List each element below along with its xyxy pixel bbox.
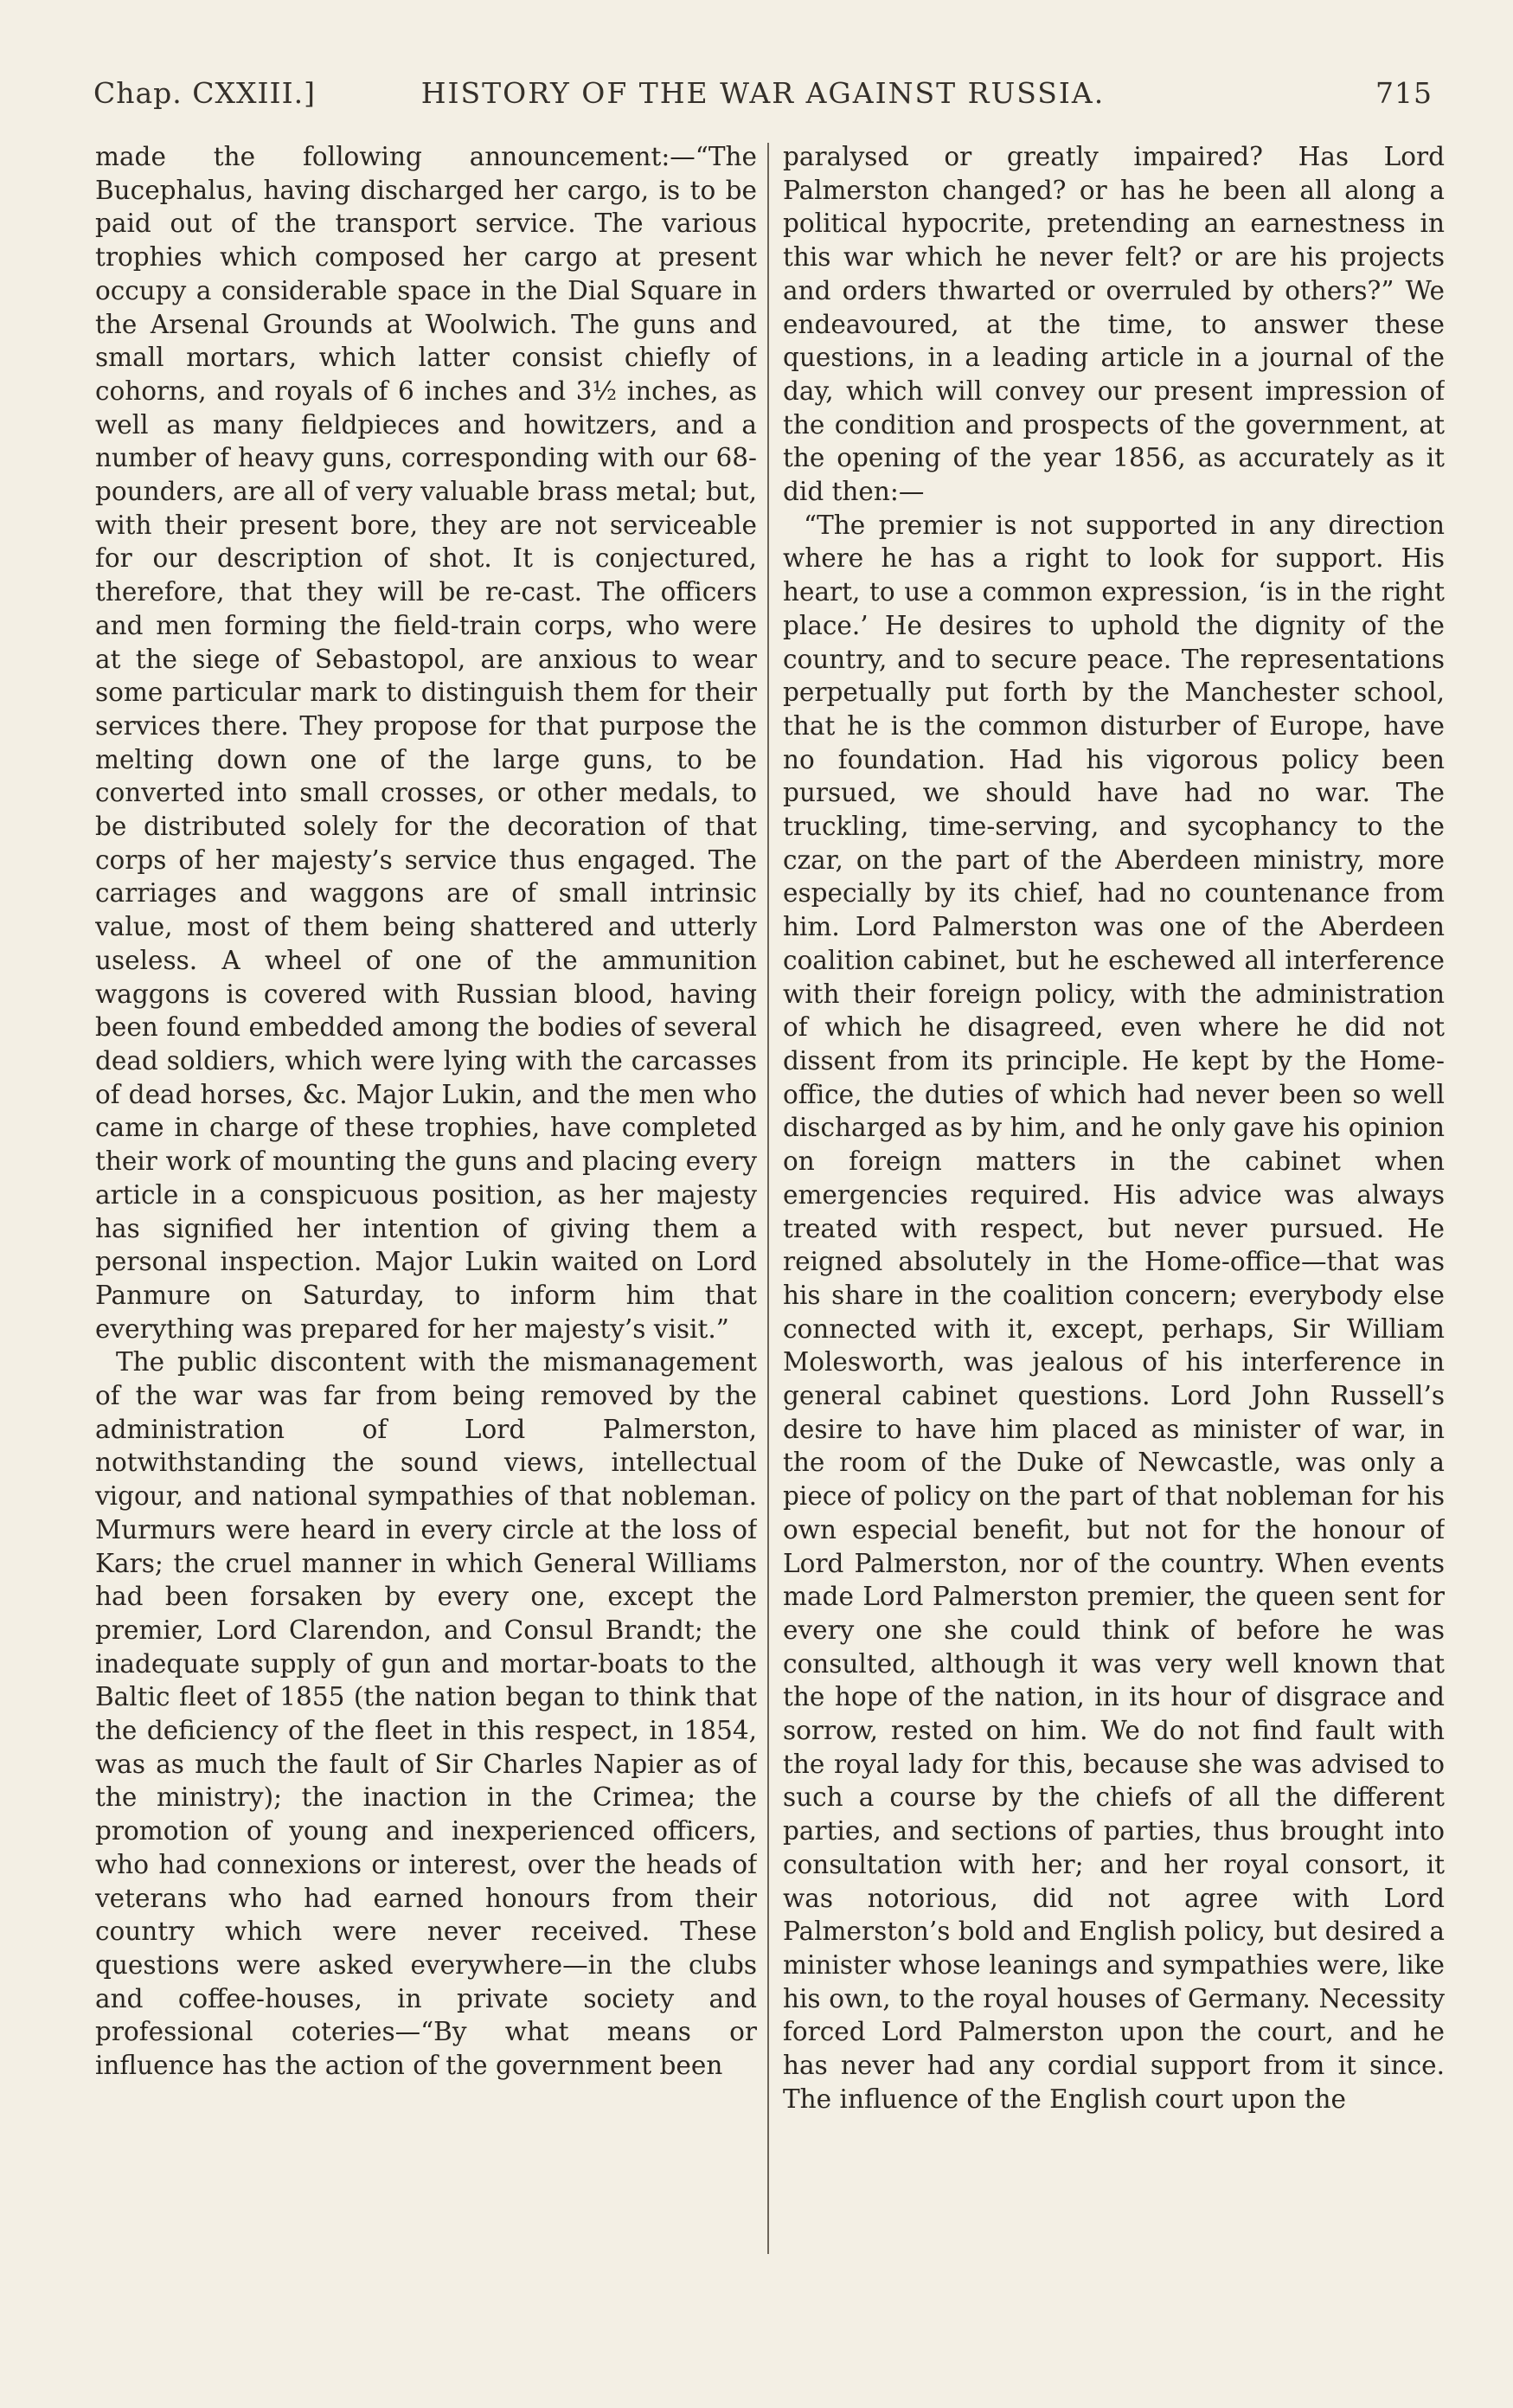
page-number: 715 — [1375, 76, 1433, 110]
left-column — [95, 140, 757, 2269]
left-paragraph-2: The public discontent with the mismanagement of the war was far from being removed by the administration of Lord Palmerston, notwithstanding the sound views, intellectual vigour, and national sympathies of that nobleman. Murmurs were heard in every circle at the loss of Kars; the cruel manner in which General Williams had been forsaken by every one, except the premier, Lord Clarendon, and Consul Brandt; the inadequate supply of gun and mortar-boats to the Baltic fleet of 1855 (the nation began to think that the deficiency of the fleet in this respect, in 1854, was as much the fault of Sir Charles Napier as of the ministry); the inaction in the Crimea; the promotion of young and inexperienced officers, who had connexions or interest, over the heads of veterans who had earned honours from their country which were never received. These questions were asked everywhere—in the clubs and coffee-houses, in private society and professional coteries—“By what means or influence has the action of the government been — [95, 1347, 757, 2081]
chapter-label: Chap. CXXIII.] — [93, 76, 316, 110]
running-title: HISTORY OF THE WAR AGAINST RUSSIA. — [420, 76, 1106, 110]
right-paragraph-2: “The premier is not supported in any direction where he has a right to look for support. His heart, to use a common expression, ‘is in the right place.’ He desires to uphold the dignity of the country, and to secure peace. The representations perpetually put forth by the Manchester school, that he is the common disturber of Europe, have no foundation. Had his vigorous policy been pursued, we should have had no war. The truckling, time-serving, and sycophancy to the czar, on the part of the Aberdeen ministry, more especially by its chief, had no countenance from him. Lord Palmerston was one of the Aberdeen coalition cabinet, but he eschewed all interference with their foreign policy, with the administration of which he disagreed, even where he did not dissent from its principle. He kept by the Home-office, the duties of which had never been so well discharged as by him, and he only gave his opinion on foreign matters in the cabinet when emergencies required. His advice was always treated with respect, but never pursued. He reigned absolutely in the Home-office—that was his share in the coalition concern; everybody else connected with it, except, perhaps, Sir William Molesworth, was jealous of his interference in general cabinet questions. Lord John Russell’s desire to have him placed as minister of war, in the room of the Duke of Newcastle, was only a piece of policy on the part of that nobleman for his own especial benefit, but not for the honour of Lord Palmerston, nor of the country. When events made Lord Palmerston premier, the queen sent for every one she could think of before he was consulted, although it was very well known that the hope of the nation, in its hour of disgrace and sorrow, rested on him. We do not find fault with the royal lady for this, because she was advised to such a course by the chiefs of all the different parties, and sections of parties, thus brought into consultation with her; and her royal consort, it was notorious, did not agree with Lord Palmerston’s bold and English policy, but desired a minister whose leanings and sympathies were, like his own, to the royal houses of Germany. Necessity forced Lord Palmerston upon the court, and he has never had any cordial support from it since. The influence of the English court upon the — [783, 510, 1445, 2114]
right-column — [783, 140, 1445, 2269]
running-header — [93, 76, 1433, 119]
column-divider — [767, 143, 769, 2254]
right-paragraph-1: paralysed or greatly impaired? Has Lord Palmerston changed? or has he been all along a political hypocrite, pretending an earnestness in this war which he never felt? or are his projects and orders thwarted or overruled by others?” We endeavoured, at the time, to answer these questions, in a leading article in a journal of the day, which will convey our present impression of the condition and prospects of the government, at the opening of the year 1856, as accurately as it did then:— — [783, 142, 1445, 507]
left-paragraph-1: made the following announcement:—“The Bucephalus, having discharged her cargo, is to be paid out of the transport service. The various trophies which composed her cargo at present occupy a considerable space in the Dial Square in the Arsenal Grounds at Woolwich. The guns and small mortars, which latter consist chiefly of cohorns, and royals of 6 inches and 3½ inches, as well as many fieldpieces and howitzers, and a number of heavy guns, corresponding with our 68-pounders, are all of very valuable brass metal; but, with their present bore, they are not serviceable for our description of shot. It is conjectured, therefore, that they will be re-cast. The officers and men forming the field-train corps, who were at the siege of Sebastopol, are anxious to wear some particular mark to distinguish them for their services there. They propose for that purpose the melting down one of the large guns, to be converted into small crosses, or other medals, to be distributed solely for the decoration of that corps of her majesty’s service thus engaged. The carriages and waggons are of small intrinsic value, most of them being shattered and utterly useless. A wheel of one of the ammunition waggons is covered with Russian blood, having been found embedded among the bodies of several dead soldiers, which were lying with the carcasses of dead horses, &c. Major Lukin, and the men who came in charge of these trophies, have completed their work of mounting the guns and placing every article in a conspicuous position, as her majesty has signified her intention of giving them a personal inspection. Major Lukin waited on Lord Panmure on Saturday, to inform him that everything was prepared for her majesty’s visit.” — [95, 142, 757, 1344]
